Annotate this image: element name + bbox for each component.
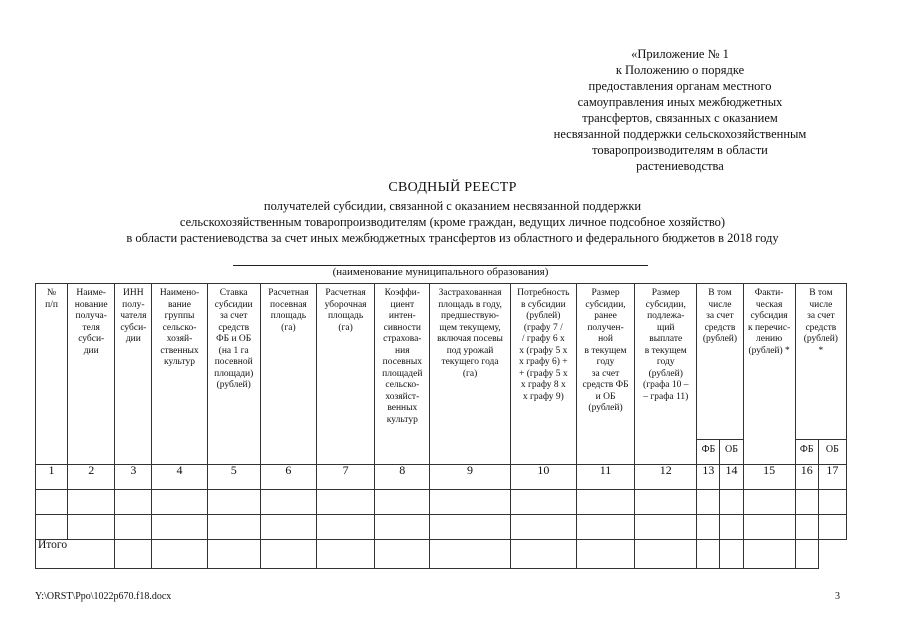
column-number: 16 bbox=[795, 465, 818, 490]
header-cell: Потребность в субсидии (рублей) (графу 7 / / графу 6 х х (графу 5 х х графу 6) + + (графу 5 х х графу 8 х х графу 9) bbox=[510, 284, 576, 465]
table-row bbox=[36, 490, 847, 515]
header-cell: Факти- ческая субсидия к перечис- лению (рублей) * bbox=[743, 284, 795, 465]
header-cell: В том числе за счет средств (рублей) bbox=[697, 284, 743, 440]
column-number: 10 bbox=[510, 465, 576, 490]
column-number: 11 bbox=[576, 465, 634, 490]
column-number: 15 bbox=[743, 465, 795, 490]
column-number: 14 bbox=[720, 465, 743, 490]
column-number: 9 bbox=[430, 465, 510, 490]
column-number: 2 bbox=[68, 465, 115, 490]
appendix-line: трансфертов, связанных с оказанием bbox=[582, 111, 778, 125]
subheader-cell: ОБ bbox=[720, 440, 743, 465]
header-cell: Расчетная посевная площадь (га) bbox=[260, 284, 316, 465]
total-label: Итого bbox=[36, 540, 115, 569]
header-cell: Размер субсидии, ранее получен- ной в текущем году за счет средств ФБ и ОБ (рублей) bbox=[576, 284, 634, 465]
column-number: 12 bbox=[635, 465, 697, 490]
document-subtitle bbox=[0, 198, 905, 246]
total-row bbox=[36, 540, 847, 569]
appendix-line: самоуправления иных межбюджетных bbox=[577, 95, 783, 109]
registry-table bbox=[35, 283, 847, 569]
appendix-line: несвязанной поддержки сельскохозяйственным bbox=[553, 127, 807, 141]
subheader-cell: ОБ bbox=[818, 440, 846, 465]
appendix-note bbox=[500, 46, 860, 174]
page-number: 3 bbox=[835, 591, 840, 602]
header-cell: Расчетная уборочная площадь (га) bbox=[317, 284, 375, 465]
column-number-row bbox=[36, 465, 847, 490]
column-number: 1 bbox=[36, 465, 68, 490]
column-number: 13 bbox=[697, 465, 720, 490]
subheader-cell: ФБ bbox=[795, 440, 818, 465]
header-cell: № п/п bbox=[36, 284, 68, 465]
appendix-line: «Приложение № 1 bbox=[631, 47, 729, 61]
subtitle-line: получателей субсидии, связанной с оказанием несвязанной поддержки bbox=[263, 199, 642, 213]
footer-file-path: Y:\ORST\Ppo\1022p670.f18.docx bbox=[35, 591, 172, 602]
table-row bbox=[36, 515, 847, 540]
column-number: 8 bbox=[375, 465, 430, 490]
subheader-cell: ФБ bbox=[697, 440, 720, 465]
column-number: 7 bbox=[317, 465, 375, 490]
column-number: 17 bbox=[818, 465, 846, 490]
column-number: 6 bbox=[260, 465, 316, 490]
appendix-line: товаропроизводителям в области bbox=[592, 143, 768, 157]
column-number: 5 bbox=[207, 465, 260, 490]
municipality-label: (наименование муниципального образования) bbox=[332, 266, 549, 278]
header-cell: Наимено- вание группы сельско- хозяй- ственных культур bbox=[152, 284, 207, 465]
column-number: 4 bbox=[152, 465, 207, 490]
header-cell: Застрахованная площадь в году, предшествую- щем текущему, включая посевы под урожай текущего года (га) bbox=[430, 284, 510, 465]
appendix-line: растениеводства bbox=[636, 159, 724, 173]
header-cell: Коэффи- циент интен- сивности страхова- ния посевных площадей сельско- хозяйст- венных культур bbox=[375, 284, 430, 465]
header-cell: Размер субсидии, подлежа- щий выплате в текущем году (рублей) (графа 10 – – графа 11) bbox=[635, 284, 697, 465]
document-title: СВОДНЫЙ РЕЕСТР bbox=[388, 180, 517, 195]
appendix-line: к Положению о порядке bbox=[615, 63, 745, 77]
header-cell: Ставка субсидии за счет средств ФБ и ОБ (на 1 га посевной площади) (рублей) bbox=[207, 284, 260, 465]
header-cell: ИНН полу- чателя субси- дии bbox=[115, 284, 152, 465]
subtitle-line: сельскохозяйственным товаропроизводителям (кроме граждан, ведущих личное подсобное хозяйство) bbox=[179, 215, 726, 229]
header-cell: Наиме- нование получа- теля субси- дии bbox=[68, 284, 115, 465]
header-cell: В том числе за счет средств (рублей) * bbox=[795, 284, 846, 440]
subtitle-line: в области растениеводства за счет иных межбюджетных трансфертов из областного и федерального бюджетов в 2018 году bbox=[126, 231, 779, 245]
column-number: 3 bbox=[115, 465, 152, 490]
appendix-line: предоставления органам местного bbox=[588, 79, 772, 93]
